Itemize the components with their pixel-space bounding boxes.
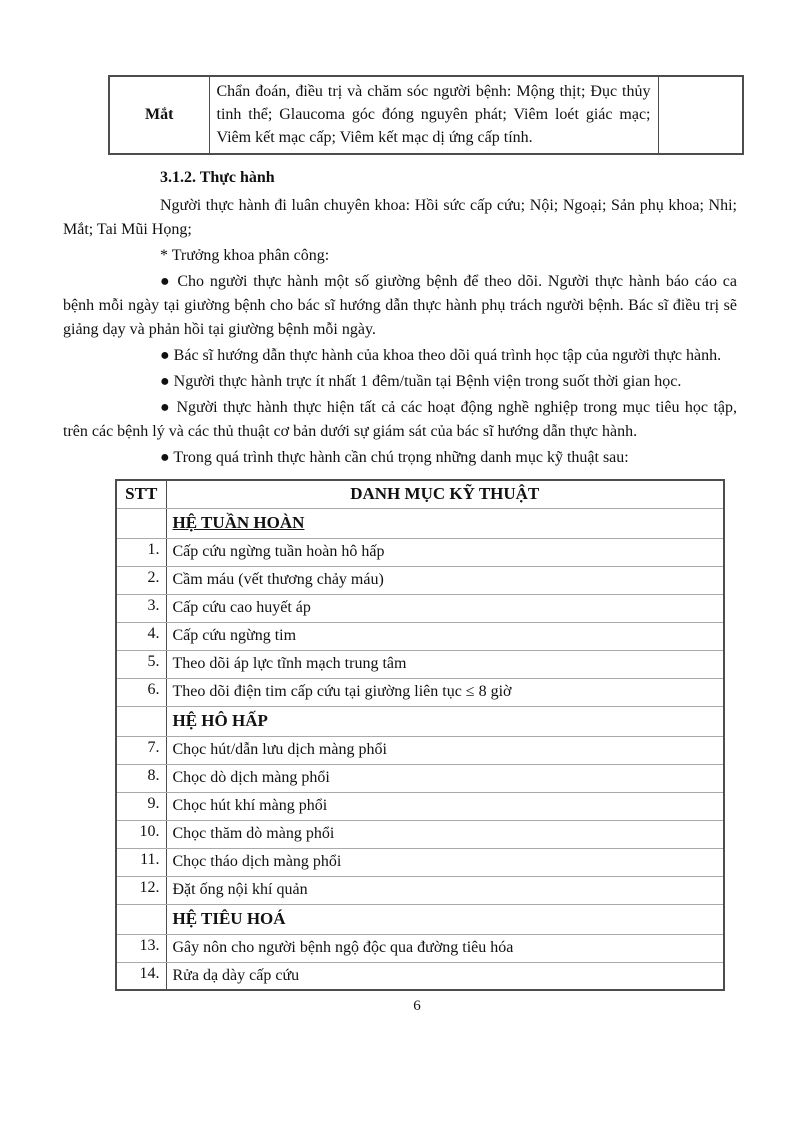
specialty-description: Chẩn đoán, điều trị và chăm sóc người bệnh: Mộng thịt; Đục thủy tinh thể; Glaucoma góc đóng nguyên phát; Viêm loét giác mạc; Viêm kết mạc cấp; Viêm kết mạc dị ứng cấp tính. [209,76,658,154]
section-label-cell [166,508,724,538]
stt-number: 3. [116,594,166,622]
stt-number: 10. [116,820,166,848]
stt-number: 14. [116,962,166,990]
stt-cell-empty [116,508,166,538]
specialty-note [658,76,743,154]
procedure-name: Chọc thăm dò màng phổi [166,820,724,848]
stt-cell-empty [116,706,166,736]
specialty-name: Mắt [109,76,209,154]
table-row [116,566,724,594]
procedure-name: Theo dõi điện tim cấp cứu tại giường liên tục ≤ 8 giờ [166,678,724,706]
specialty-table [108,75,744,155]
table-row [116,820,724,848]
procedure-name: Chọc hút/dẫn lưu dịch màng phổi [166,736,724,764]
stt-cell-empty [116,904,166,934]
header-danh-muc: DANH MỤC KỸ THUẬT [166,480,724,508]
section-label-cell [166,706,724,736]
procedure-name: Đặt ống nội khí quản [166,876,724,904]
procedure-name: Gây nôn cho người bệnh ngộ độc qua đường tiêu hóa [166,934,724,962]
table-row [116,678,724,706]
table-row [116,876,724,904]
table-row [116,934,724,962]
stt-number: 7. [116,736,166,764]
table-row [116,594,724,622]
procedure-name: Cầm máu (vết thương chảy máu) [166,566,724,594]
table-header-row [116,480,724,508]
paragraph: Người thực hành đi luân chuyên khoa: Hồi sức cấp cứu; Nội; Ngoại; Sản phụ khoa; Nhi; Mắt; Tai Mũi Họng; [63,197,737,238]
table-row [116,764,724,792]
procedure-name: Chọc tháo dịch màng phổi [166,848,724,876]
section-label: HỆ HÔ HẤP [172,711,268,730]
stt-number: 13. [116,934,166,962]
paragraph: ● Cho người thực hành một số giường bệnh để theo dõi. Người thực hành báo cáo ca bệnh mỗi ngày tại giường bệnh cho bác sĩ hướng dẫn thực hành phụ trách người bệnh. Bác sĩ điều trị sẽ giảng dạy và phản hồi tại giường bệnh mỗi ngày. [63,273,737,338]
stt-number: 4. [116,622,166,650]
stt-number: 12. [116,876,166,904]
stt-number: 11. [116,848,166,876]
paragraph: ● Người thực hành thực hiện tất cả các hoạt động nghề nghiệp trong mục tiêu học tập, trên các bệnh lý và các thủ thuật cơ bản dưới sự giám sát của bác sĩ hướng dẫn thực hành. [63,399,737,440]
procedure-name: Cấp cứu cao huyết áp [166,594,724,622]
table-row [116,848,724,876]
procedure-name: Chọc hút khí màng phổi [166,792,724,820]
procedure-name: Chọc dò dịch màng phổi [166,764,724,792]
table-row [116,736,724,764]
procedures-table [115,479,725,991]
paragraph: ● Bác sĩ hướng dẫn thực hành của khoa theo dõi quá trình học tập của người thực hành. [160,347,722,364]
paragraph: ● Trong quá trình thực hành cần chú trọng những danh mục kỹ thuật sau: [160,449,629,466]
header-stt: STT [116,480,166,508]
stt-number: 2. [116,566,166,594]
table-row [116,792,724,820]
procedure-name: Cấp cứu ngừng tim [166,622,724,650]
stt-number: 8. [116,764,166,792]
stt-number: 9. [116,792,166,820]
stt-number: 5. [116,650,166,678]
table-row [116,622,724,650]
paragraphs [63,194,737,470]
section-row [116,706,724,736]
stt-number: 6. [116,678,166,706]
stt-number: 1. [116,538,166,566]
procedures-table-body [116,508,724,990]
section-row [116,508,724,538]
table-row [116,650,724,678]
section-heading: 3.1.2. Thực hành [160,169,275,186]
table-row [116,538,724,566]
table-row [109,76,743,154]
section-label: HỆ TUẦN HOÀN [172,513,305,532]
procedure-name: Theo dõi áp lực tĩnh mạch trung tâm [166,650,724,678]
section-label: HỆ TIÊU HOÁ [172,909,286,928]
paragraph: * Trưởng khoa phân công: [160,247,330,264]
procedure-name: Cấp cứu ngừng tuần hoàn hô hấp [166,538,724,566]
procedure-name: Rửa dạ dày cấp cứu [166,962,724,990]
section-row [116,904,724,934]
page-number: 6 [413,998,421,1014]
section-label-cell [166,904,724,934]
paragraph: ● Người thực hành trực ít nhất 1 đêm/tuần tại Bệnh viện trong suốt thời gian học. [160,373,682,390]
table-row [116,962,724,990]
